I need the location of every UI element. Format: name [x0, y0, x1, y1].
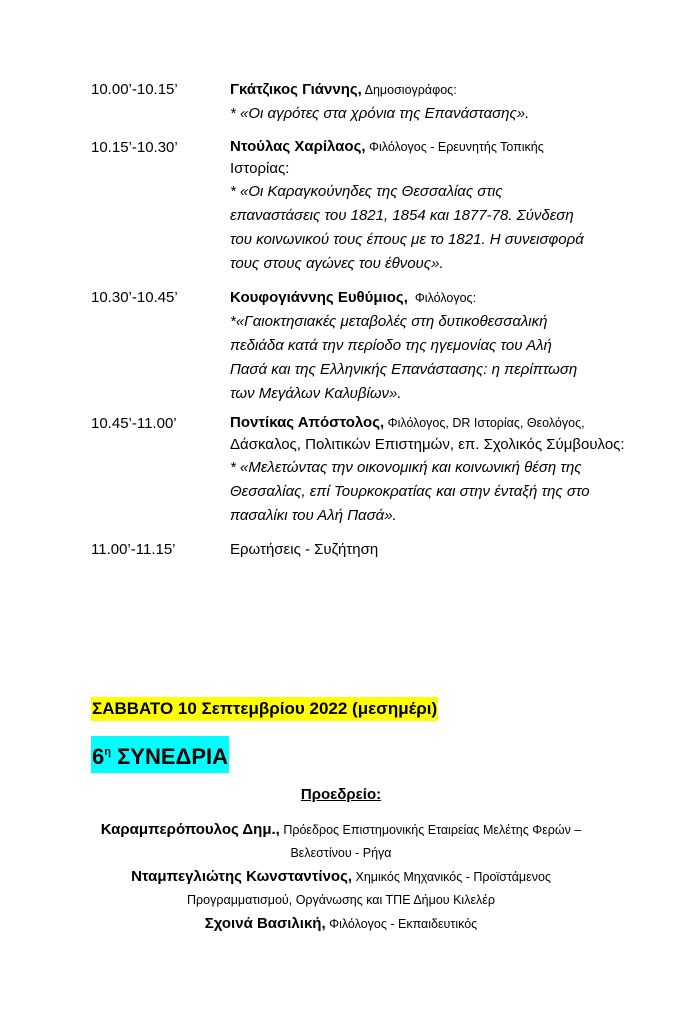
presidium-list — [0, 818, 682, 936]
talk-title-line: Πασά και της Ελληνικής Επανάστασης: η περίπτωση — [230, 361, 578, 378]
member-role-continued: Προγραμματισμού, Οργάνωσης και ΤΠΕ Δήμου Κιλελέρ — [187, 893, 495, 907]
talk-title-line: *«Γαιοκτησιακές μεταβολές στη δυτικοθεσσαλική — [230, 313, 548, 330]
talk-title-line: του κοινωνικού τους έπους με το 1821. Η συνεισφορά — [230, 231, 584, 248]
speaker-role-continued: Ιστορίας: — [230, 160, 290, 177]
member-role-continued: Βελεστίνου - Ρήγα — [290, 846, 392, 860]
entry-content — [230, 538, 650, 562]
member-name: Νταμπεγλιώτης Κωνσταντίνος, — [131, 868, 353, 885]
speaker-name: Κουφογιάννης Ευθύμιος, — [230, 289, 408, 306]
member-role: Φιλόλογος - Εκπαιδευτικός — [325, 917, 478, 931]
presidium-member — [0, 865, 682, 889]
presidium-member — [0, 912, 682, 936]
speaker-role: Φιλόλογος - Ερευνητής Τοπικής — [365, 140, 544, 154]
entry-content — [230, 412, 660, 528]
talk-title-line: πεδιάδα κατά την περίοδο της ηγεμονίας του Αλή — [230, 337, 552, 354]
entry-content — [230, 136, 650, 276]
speaker-role: Φιλόλογος, DR Ιστορίας, Θεολόγος, — [384, 416, 585, 430]
speaker-role: Δημοσιογράφος: — [361, 83, 457, 97]
talk-title-line: * «Μελετώντας την οικονομική και κοινωνική θέση της — [230, 459, 582, 476]
talk-title-line: * «Οι Καραγκούνηδες της Θεσσαλίας στις — [230, 183, 503, 200]
day-heading: ΣΑΒΒΑΤΟ 10 Σεπτεμβρίου 2022 (μεσημέρι) — [91, 697, 438, 721]
member-name: Σχοινά Βασιλική, — [204, 915, 326, 932]
talk-title-line: των Μεγάλων Καλυβίων». — [230, 385, 402, 402]
talk-title-line: επαναστάσεις του 1821, 1854 και 1877-78. Σύνδεση — [230, 207, 574, 224]
entry-content — [230, 286, 650, 406]
speaker-line — [230, 136, 650, 158]
session-label: ΣΥΝΕΔΡΙΑ — [110, 744, 229, 769]
speaker-line — [230, 78, 650, 102]
entry-time: 10.45’-11.00’ — [91, 415, 177, 432]
session-ordinal-suffix: η — [104, 746, 111, 758]
presidium-title: Προεδρείο: — [300, 786, 382, 803]
talk-title-line: πασαλίκι του Αλή Πασά». — [230, 507, 397, 524]
speaker-name: Ποντίκας Απόστολος, — [230, 414, 385, 431]
entry-time: 11.00’-11.15’ — [91, 541, 176, 558]
discussion-label: Ερωτήσεις - Συζήτηση — [230, 541, 379, 558]
speaker-name: Γκάτζικος Γιάννης, — [230, 81, 362, 98]
entry-time: 10.00’-10.15’ — [91, 81, 178, 98]
session-number: 6 — [92, 744, 105, 769]
presidium-member — [0, 818, 682, 842]
entry-time: 10.30’-10.45’ — [91, 289, 178, 306]
talk-title-line: * «Οι αγρότες στα χρόνια της Επανάστασης». — [230, 105, 530, 122]
speaker-line — [230, 412, 660, 434]
entry-time: 10.15’-10.30’ — [91, 139, 178, 156]
speaker-role: Φιλόλογος: — [407, 291, 477, 305]
session-heading — [91, 736, 229, 773]
talk-title-line: Θεσσαλίας, επί Τουρκοκρατίας και στην ένταξή της στο — [230, 483, 590, 500]
speaker-role-continued: Δάσκαλος, Πολιτικών Επιστημών, επ. Σχολικός Σύμβουλος: — [230, 436, 625, 453]
member-role: Χημικός Μηχανικός - Προϊστάμενος — [352, 870, 551, 884]
entry-content — [230, 78, 650, 126]
speaker-line — [230, 286, 650, 310]
member-role: Πρόεδρος Επιστημονικής Εταιρείας Μελέτης Φερών – — [279, 823, 582, 837]
talk-title-line: τους στους αγώνες του έθνους». — [230, 255, 444, 272]
speaker-name: Ντούλας Χαρίλαος, — [230, 138, 366, 155]
member-name: Καραμπερόπουλος Δημ., — [100, 821, 280, 838]
